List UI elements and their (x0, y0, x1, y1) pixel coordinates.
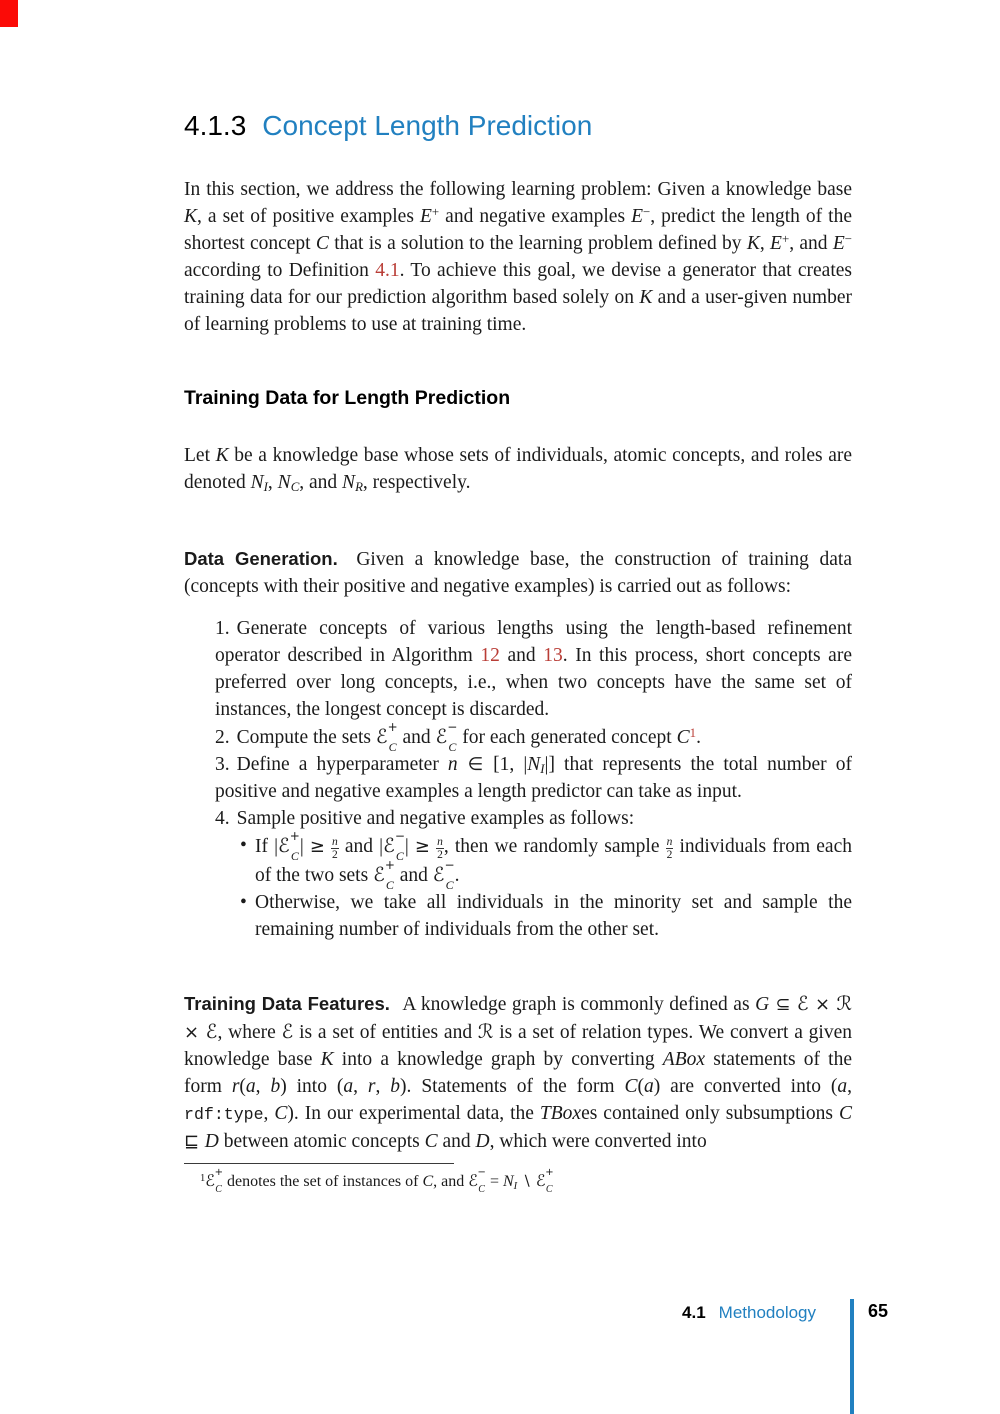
paragraph-knowledge-base (184, 442, 852, 496)
numbered-list (215, 615, 852, 943)
text-segment: and (394, 865, 433, 887)
bullet-icon: • (240, 835, 247, 856)
bullet-item (215, 889, 852, 943)
text-segment: a (644, 1076, 654, 1097)
list-item-text (236, 720, 701, 754)
bullet-list (215, 829, 852, 943)
text-segment: Statements of the form (411, 1076, 625, 1097)
text-segment: ℰ (205, 1020, 218, 1043)
text-segment: Given a knowledge base, the construction of training data (concepts with their positive and negative examples) is carried out as follows: (184, 549, 852, 597)
text-segment: C (839, 1103, 853, 1124)
text-segment: , predict the length of the shortest concept (184, 206, 852, 254)
text-segment: . To achieve this goal, we devise a generator that creates training data for our prediction algorithm based solely on (184, 260, 853, 308)
bullet-item (215, 829, 852, 893)
text-segment: into ( (286, 1076, 344, 1097)
text-segment: ∈ (457, 754, 494, 775)
text-segment: denotes the set of instances of (222, 1173, 423, 1190)
text-segment: rdf:type (184, 1105, 264, 1124)
list-item-text (215, 754, 852, 802)
text-segment: ( (637, 1076, 645, 1097)
text-segment: Define a hyperparameter (236, 754, 448, 775)
text-segment: ) (280, 1076, 287, 1097)
text-segment: , (847, 1076, 853, 1097)
text-segment: C (676, 727, 690, 748)
text-segment: If | (255, 836, 279, 857)
text-segment: I (540, 762, 545, 777)
text-segment: | (299, 836, 310, 857)
cross-reference-link[interactable]: 4.1 (375, 260, 400, 281)
text-segment: C (274, 1103, 288, 1124)
text-segment: D (204, 1131, 219, 1152)
text-segment: b (390, 1076, 401, 1097)
text-segment: 1 (200, 1172, 206, 1184)
text-segment: N (342, 472, 356, 493)
text-segment: |] that represents the total number of positive and negative examples a length predictor can take as input. (215, 754, 852, 802)
text-segment: ) (653, 1076, 661, 1097)
text-segment: N (527, 754, 541, 775)
text-segment: + (781, 231, 790, 246)
text-segment: . (454, 865, 460, 887)
text-segment: × (184, 1022, 206, 1043)
text-segment: A knowledge graph is commonly defined as (397, 994, 756, 1015)
data-generation-steps (215, 615, 852, 943)
math-fraction: $\frac{n}{2}$ (437, 836, 443, 862)
text-segment: − (642, 204, 651, 219)
text-segment: + (431, 204, 440, 219)
text-segment: TBox (539, 1103, 582, 1124)
footer-section-reference (184, 1303, 816, 1323)
text-segment: a (245, 1076, 256, 1097)
text-segment: G (755, 994, 770, 1015)
text-segment: is a set of entities and (293, 1022, 478, 1043)
text-segment: R (355, 480, 363, 495)
list-item (215, 805, 852, 943)
text-segment: , and (789, 233, 833, 254)
text-segment: , a set of positive examples (197, 206, 420, 227)
math-set-symbol: ℰ + C (535, 1167, 554, 1195)
text-segment: that is a solution to the learning problem defined by (328, 233, 747, 254)
text-segment: E (770, 233, 782, 254)
text-segment: Compute the sets (236, 727, 376, 748)
text-segment: ℰ (796, 992, 809, 1015)
text-segment: D (475, 1131, 490, 1152)
section-number: 4.1.3 (184, 110, 247, 141)
text-segment: K (215, 445, 229, 466)
text-segment: r (367, 1076, 376, 1097)
red-corner-marker (0, 0, 18, 27)
text-segment: C (422, 1173, 434, 1190)
text-segment: [1, | (493, 754, 528, 775)
footnote (184, 1167, 868, 1195)
list-item-number: 1. (215, 618, 230, 639)
text-segment: , where (217, 1022, 282, 1043)
text-segment: es contained only subsumptions (581, 1103, 840, 1124)
text-segment: , and (299, 472, 343, 493)
text-segment: ⊑ (184, 1131, 205, 1152)
text-segment: K (184, 206, 198, 227)
text-segment: , then we randomly sample (443, 836, 666, 857)
text-segment: In our experimental data, the (298, 1103, 540, 1124)
text-segment: for each generated concept (457, 727, 677, 748)
math-set-symbol: ℰ + C (375, 720, 398, 754)
text-segment: − (844, 231, 853, 246)
text-segment: n (447, 754, 458, 775)
paragraph-training-data-features (184, 990, 852, 1155)
text-segment: I (513, 1180, 518, 1192)
text-segment: ). (287, 1103, 299, 1124)
text-segment: and (437, 1131, 476, 1152)
text-segment: , (267, 472, 278, 493)
text-segment: E (631, 206, 643, 227)
text-segment: N (502, 1173, 514, 1190)
paragraph-data-generation (184, 545, 852, 600)
text-segment: = (485, 1173, 503, 1190)
list-item-number: 4. (215, 808, 230, 829)
section-title: Concept Length Prediction (262, 110, 593, 141)
text-segment: Let (184, 445, 216, 466)
text-segment: . (696, 727, 701, 748)
text-segment: ℛ (477, 1020, 494, 1043)
text-segment: Training Data Features. (184, 993, 390, 1014)
text-segment: Sample positive and negative examples as follows: (236, 808, 635, 829)
text-segment: C (624, 1076, 638, 1097)
text-segment: individuals from each of the two sets (255, 836, 852, 887)
text-segment: r (231, 1076, 240, 1097)
math-set-symbol: ℰ − C (468, 1167, 486, 1195)
math-fraction: $\frac{n}{2}$ (666, 836, 673, 862)
cross-reference-link[interactable]: 13 (543, 645, 563, 666)
math-fraction: $\frac{n}{2}$ (332, 836, 338, 862)
page-number: 65 (868, 1301, 889, 1321)
text-segment: C (315, 233, 329, 254)
text-segment: between atomic concepts (218, 1131, 425, 1152)
text-segment: be a knowledge base whose sets of individuals, atomic concepts, and roles are denoted (184, 445, 853, 493)
text-segment: a (837, 1076, 848, 1097)
text-segment: N (277, 472, 291, 493)
text-segment: , respectively. (362, 472, 471, 493)
text-segment: and negative examples (439, 206, 632, 227)
text-segment: ⊆ (769, 994, 797, 1015)
text-segment: and (397, 727, 436, 748)
text-segment: K (639, 287, 653, 308)
text-segment: , and (433, 1173, 469, 1190)
cross-reference-link[interactable]: 1 (689, 725, 697, 740)
text-segment: a (343, 1076, 354, 1097)
text-segment: ( (239, 1076, 246, 1097)
cross-reference-link[interactable]: 12 (480, 645, 500, 666)
text-segment: ∖ (517, 1173, 536, 1190)
text-segment: | (404, 836, 415, 857)
text-segment: ≥ (309, 836, 325, 857)
text-segment: is a set of relation types. We convert a given knowledge base (184, 1022, 852, 1070)
text-segment: C (424, 1131, 438, 1152)
text-segment: are converted into ( (660, 1076, 838, 1097)
text-segment: I (263, 480, 268, 495)
text-segment: Otherwise, we take all individuals in the minority set and sample the remaining number of individuals from the other set. (255, 892, 852, 941)
text-segment: Generate concepts of various lengths using the length-based refinement operator described in Algorithm (215, 618, 852, 666)
bullet-item-text (255, 892, 852, 940)
footer-section-title[interactable]: Methodology (718, 1303, 816, 1322)
text-segment: K (746, 233, 760, 254)
footnote-rule (184, 1163, 454, 1164)
list-item (215, 615, 852, 723)
text-segment: , which were converted into (489, 1131, 707, 1152)
text-segment: E (832, 233, 845, 254)
math-set-symbol: ℰ + C (278, 829, 300, 863)
text-segment: ℰ (281, 1020, 294, 1043)
text-segment: , (263, 1103, 275, 1124)
text-segment: into a knowledge graph by converting (333, 1049, 663, 1070)
math-set-symbol: ℰ + C (373, 858, 395, 893)
text-segment: according to Definition (184, 260, 376, 281)
footer-accent-bar (850, 1299, 854, 1414)
paragraph-intro (184, 176, 852, 338)
bullet-icon: • (240, 892, 247, 914)
bullet-item-text (255, 829, 852, 893)
footer-section-number: 4.1 (682, 1303, 706, 1322)
text-segment: Data Generation. (184, 548, 338, 569)
text-segment: ). (400, 1076, 412, 1097)
text-segment: E (419, 206, 432, 227)
text-segment: C (290, 480, 300, 495)
text-segment: , (375, 1076, 391, 1097)
text-segment: × (808, 994, 837, 1015)
list-item (215, 720, 852, 754)
math-set-symbol: ℰ − C (435, 720, 458, 754)
text-segment: , (255, 1076, 271, 1097)
math-set-symbol: ℰ + C (205, 1167, 223, 1195)
list-item-number: 2. (215, 727, 230, 748)
text-segment: ≥ (414, 836, 430, 857)
text-segment: and (499, 645, 544, 666)
list-item-text (237, 808, 635, 829)
math-set-symbol: ℰ − C (383, 829, 405, 863)
subheading-training-data: Training Data for Length Prediction (184, 387, 511, 409)
text-segment: . In this process, short concepts are preferred over long concepts, i.e., when two concepts have the same set of instances, the longest concept is discarded. (215, 645, 852, 720)
text-segment: In this section, we address the following learning problem: Given a knowledge base (184, 179, 852, 200)
text-segment: ABox (662, 1049, 706, 1070)
list-item-number: 3. (215, 754, 230, 775)
text-segment: and a user-given number of learning problems to use at training time. (184, 287, 852, 335)
section-heading (184, 111, 852, 141)
math-set-symbol: ℰ − C (432, 858, 455, 893)
text-segment: and | (338, 836, 384, 857)
text-segment: statements of the form (184, 1049, 852, 1097)
text-segment: ℛ (836, 992, 852, 1015)
text-segment: K (320, 1049, 334, 1070)
list-item-text (215, 618, 852, 720)
text-segment: , (759, 233, 771, 254)
list-item (215, 751, 852, 805)
text-segment: N (250, 472, 264, 493)
text-segment: , (353, 1076, 368, 1097)
text-segment: b (270, 1076, 281, 1097)
